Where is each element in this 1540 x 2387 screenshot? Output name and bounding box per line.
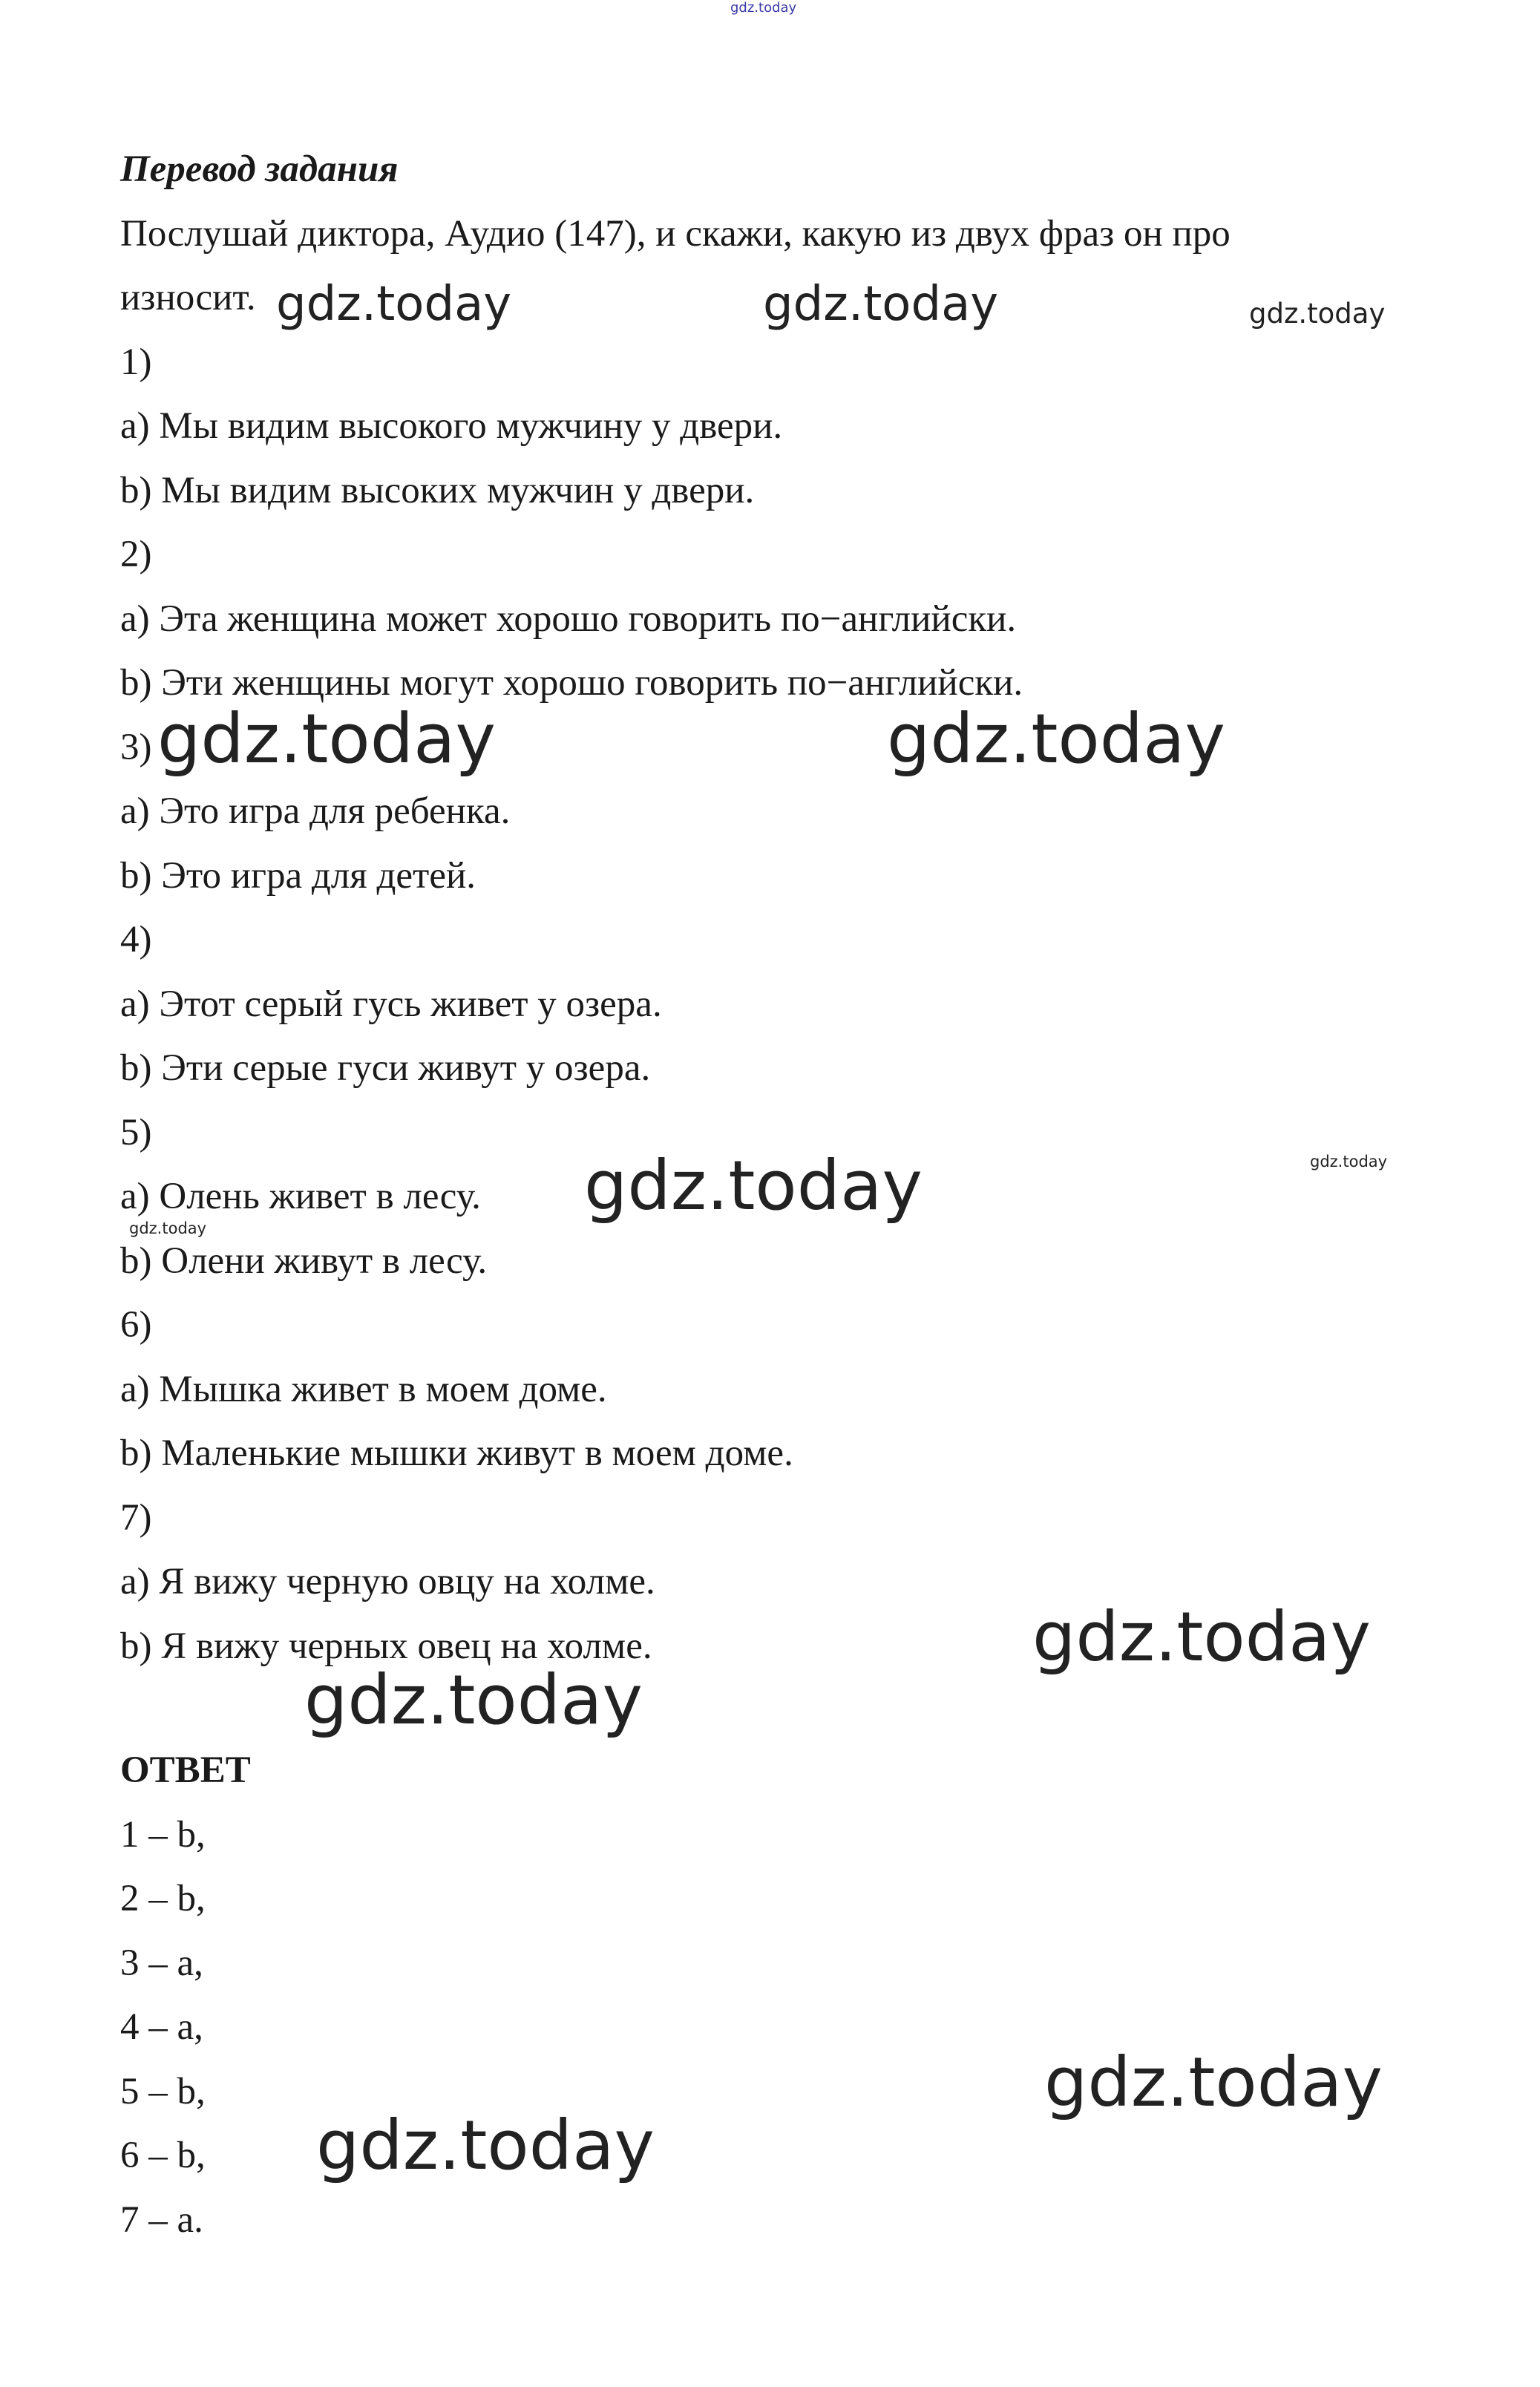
watermark: gdz.today bbox=[276, 277, 512, 332]
watermark: gdz.today bbox=[1310, 1153, 1388, 1170]
item-1-option-a: a) Мы видим высокого мужчину у двери. bbox=[120, 405, 783, 447]
item-2-option-b: b) Эти женщины могут хорошо говорить по−английски. bbox=[120, 662, 1023, 704]
item-4-option-a: a) Этот серый гусь живет у озера. bbox=[120, 983, 662, 1025]
item-2-option-a: a) Эта женщина может хорошо говорить по−английски. bbox=[120, 598, 1017, 640]
watermark: gdz.today bbox=[316, 2106, 655, 2185]
answer-line: 7 – a. bbox=[120, 2199, 203, 2241]
item-3-number: 3) bbox=[120, 727, 152, 768]
watermark: gdz.today bbox=[887, 699, 1225, 779]
item-1-option-b: b) Мы видим высоких мужчин у двери. bbox=[120, 470, 755, 511]
item-6-option-b: b) Маленькие мышки живут в моем доме. bbox=[120, 1432, 793, 1474]
item-7-option-b: b) Я вижу черных овец на холме. bbox=[120, 1625, 652, 1667]
item-2-number: 2) bbox=[120, 534, 152, 575]
item-4-option-b: b) Эти серые гуси живут у озера. bbox=[120, 1047, 651, 1089]
item-7-number: 7) bbox=[120, 1497, 152, 1539]
answer-line: 3 – a, bbox=[120, 1942, 203, 1984]
watermark: gdz.today bbox=[129, 1219, 207, 1237]
answer-heading: ОТВЕТ bbox=[120, 1749, 251, 1791]
item-5-number: 5) bbox=[120, 1112, 152, 1153]
answer-line: 1 – b, bbox=[120, 1814, 206, 1856]
answer-line: 2 – b, bbox=[120, 1878, 206, 1919]
watermark: gdz.today bbox=[584, 1146, 923, 1225]
item-6-option-a: a) Мышка живет в моем доме. bbox=[120, 1369, 607, 1410]
watermark: gdz.today bbox=[730, 0, 797, 16]
instruction-line-1: Послушай диктора, Аудио (147), и скажи, какую из двух фраз он про bbox=[120, 213, 1231, 255]
task-heading: Перевод задания bbox=[120, 148, 399, 190]
watermark: gdz.today bbox=[157, 699, 496, 779]
watermark: gdz.today bbox=[1032, 1597, 1371, 1677]
item-4-number: 4) bbox=[120, 919, 152, 960]
watermark: gdz.today bbox=[1249, 298, 1386, 330]
instruction-line-2: износит. bbox=[120, 277, 256, 318]
item-6-number: 6) bbox=[120, 1304, 152, 1346]
watermark: gdz.today bbox=[1044, 2043, 1383, 2122]
item-3-option-a: a) Это игра для ребенка. bbox=[120, 790, 511, 832]
answer-line: 4 – a, bbox=[120, 2006, 203, 2048]
item-1-number: 1) bbox=[120, 341, 152, 383]
item-7-option-a: a) Я вижу черную овцу на холме. bbox=[120, 1561, 655, 1602]
item-3-option-b: b) Это игра для детей. bbox=[120, 855, 476, 897]
answer-line: 6 – b, bbox=[120, 2135, 206, 2176]
watermark: gdz.today bbox=[304, 1660, 643, 1740]
watermark: gdz.today bbox=[763, 277, 999, 332]
answer-line: 5 – b, bbox=[120, 2071, 206, 2112]
item-5-option-b: b) Олени живут в лесу. bbox=[120, 1240, 488, 1282]
item-5-option-a: a) Олень живет в лесу. bbox=[120, 1176, 481, 1217]
